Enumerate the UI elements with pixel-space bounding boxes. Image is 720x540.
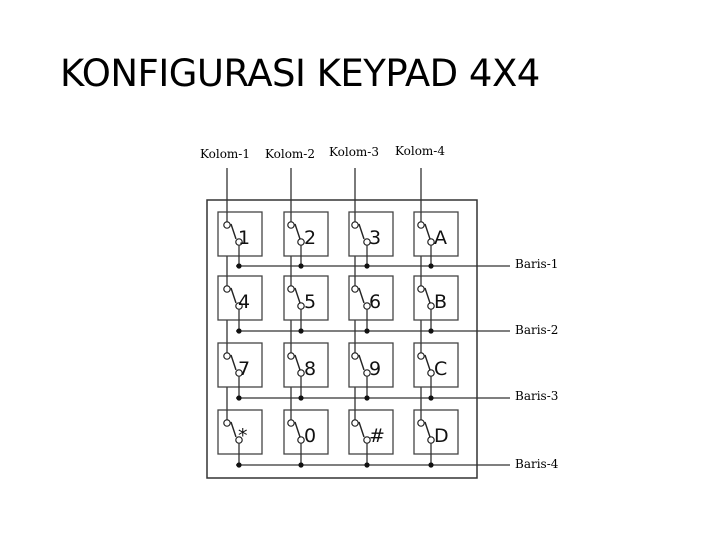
key-label: A bbox=[434, 227, 447, 249]
switch-contact-top bbox=[418, 420, 424, 426]
junction-dot bbox=[236, 263, 241, 268]
switch-contact-top bbox=[224, 353, 230, 359]
junction-dot bbox=[364, 395, 369, 400]
key-label: 9 bbox=[369, 358, 382, 380]
key-label: B bbox=[434, 291, 448, 313]
switch-contact-top bbox=[418, 222, 424, 228]
junction-dot bbox=[298, 462, 303, 467]
key-label: # bbox=[369, 425, 385, 447]
slide-title: KONFIGURASI KEYPAD 4X4 bbox=[60, 52, 540, 95]
junction-dot bbox=[298, 263, 303, 268]
switch-contact-top bbox=[418, 286, 424, 292]
switch-contact-top bbox=[224, 420, 230, 426]
key-label: C bbox=[434, 358, 448, 380]
key-4-1 bbox=[218, 410, 262, 468]
key-4-4 bbox=[414, 410, 458, 468]
switch-contact-top bbox=[352, 286, 358, 292]
junction-dot bbox=[298, 395, 303, 400]
key-label: 0 bbox=[304, 425, 317, 447]
row-label-2: Baris-2 bbox=[515, 323, 559, 337]
junction-dot bbox=[428, 328, 433, 333]
switch-contact-top bbox=[224, 222, 230, 228]
key-label: 1 bbox=[238, 227, 251, 249]
key-4-2 bbox=[284, 410, 328, 468]
row-label-3: Baris-3 bbox=[515, 389, 559, 403]
column-label-1: Kolom-1 bbox=[200, 147, 250, 161]
row-label-1: Baris-1 bbox=[515, 257, 559, 271]
switch-contact-top bbox=[352, 420, 358, 426]
key-label: 4 bbox=[238, 291, 251, 313]
switch-contact-top bbox=[288, 353, 294, 359]
column-label-3: Kolom-3 bbox=[329, 145, 379, 159]
key-3-1 bbox=[218, 343, 262, 401]
key-label: D bbox=[434, 425, 449, 447]
junction-dot bbox=[364, 328, 369, 333]
key-grid bbox=[218, 212, 458, 468]
key-label: * bbox=[238, 425, 248, 447]
key-label: 7 bbox=[238, 358, 251, 380]
junction-dot bbox=[236, 328, 241, 333]
row-labels bbox=[515, 257, 559, 471]
column-labels bbox=[200, 144, 445, 161]
key-1-1 bbox=[218, 212, 262, 269]
key-4-3 bbox=[349, 410, 393, 468]
switch-contact-top bbox=[224, 286, 230, 292]
switch-contact-top bbox=[418, 353, 424, 359]
junction-dot bbox=[428, 395, 433, 400]
row-label-4: Baris-4 bbox=[515, 457, 559, 471]
junction-dot bbox=[428, 263, 433, 268]
key-label: 2 bbox=[304, 227, 317, 249]
key-label: 8 bbox=[304, 358, 317, 380]
key-label: 6 bbox=[369, 291, 382, 313]
switch-contact-top bbox=[352, 353, 358, 359]
switch-contact-top bbox=[288, 286, 294, 292]
junction-dot bbox=[298, 328, 303, 333]
switch-contact-top bbox=[288, 420, 294, 426]
junction-dot bbox=[364, 462, 369, 467]
key-label: 3 bbox=[369, 227, 382, 249]
column-label-2: Kolom-2 bbox=[265, 147, 315, 161]
switch-contact-top bbox=[288, 222, 294, 228]
key-2-1 bbox=[218, 276, 262, 334]
switch-contact-top bbox=[352, 222, 358, 228]
junction-dot bbox=[236, 395, 241, 400]
key-label: 5 bbox=[304, 291, 317, 313]
column-label-4: Kolom-4 bbox=[395, 144, 445, 158]
junction-dot bbox=[364, 263, 369, 268]
junction-dot bbox=[428, 462, 433, 467]
junction-dot bbox=[236, 462, 241, 467]
